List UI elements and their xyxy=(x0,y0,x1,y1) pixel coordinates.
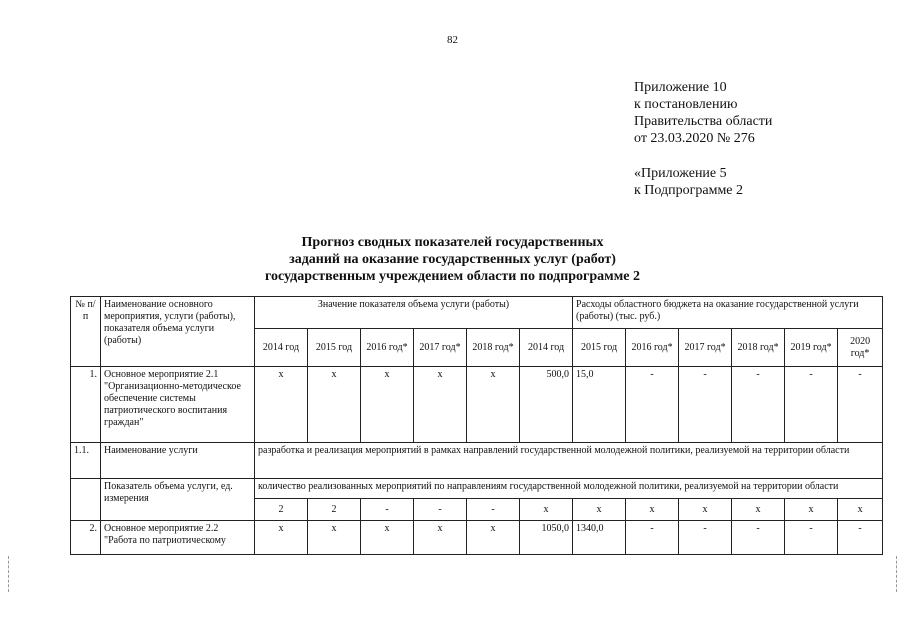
scan-edge-left xyxy=(8,556,9,592)
row-name: Наименование услуги xyxy=(101,443,255,479)
row-value: - xyxy=(785,367,838,443)
header-expense-year: 2014 год xyxy=(520,329,573,367)
row-value: x xyxy=(838,499,883,521)
table-row xyxy=(71,521,883,555)
row-value: x xyxy=(467,367,520,443)
row-value: x xyxy=(573,499,626,521)
table-row xyxy=(71,367,883,443)
row-value: x xyxy=(626,499,679,521)
document-title xyxy=(0,234,905,285)
table-row xyxy=(71,443,883,479)
row-value: - xyxy=(785,521,838,555)
header-volume-year: 2014 год xyxy=(255,329,308,367)
header-name: Наименование основного мероприятия, услуги (работы), показателя объема услуги (работы) xyxy=(101,297,255,367)
appendix-line: к постановлению xyxy=(634,97,738,112)
header-expense-year: 2016 год* xyxy=(626,329,679,367)
row-value: x xyxy=(414,367,467,443)
row-value: x xyxy=(785,499,838,521)
row-value: - xyxy=(361,499,414,521)
row-value: x xyxy=(520,499,573,521)
appendix-block xyxy=(634,79,772,199)
row-value: - xyxy=(414,499,467,521)
row-value: - xyxy=(467,499,520,521)
appendix-line: к Подпрограмме 2 xyxy=(634,183,744,198)
row-value: x xyxy=(308,367,361,443)
row-name: Основное мероприятие 2.1 "Организационно-методическое обеспечение системы патриотического воспитания граждан" xyxy=(101,367,255,443)
row-name: Показатель объема услуги, ед. измерения xyxy=(101,479,255,521)
row-value: 1050,0 xyxy=(520,521,573,555)
row-value: x xyxy=(361,521,414,555)
indicator-text: количество реализованных мероприятий по направлениям государственной молодежной политики, реализуемой на территории области xyxy=(255,479,883,499)
row-value: 1340,0 xyxy=(573,521,626,555)
header-num: № п/п xyxy=(71,297,101,367)
row-value: x xyxy=(255,367,308,443)
row-value: - xyxy=(679,521,732,555)
appendix-line: Приложение 10 xyxy=(634,80,727,95)
row-num: 1. xyxy=(71,367,101,443)
header-volume-year: 2015 год xyxy=(308,329,361,367)
header-expense-year: 2018 год* xyxy=(732,329,785,367)
row-value: x xyxy=(732,499,785,521)
row-num: 2. xyxy=(71,521,101,555)
header-expense-year: 2019 год* xyxy=(785,329,838,367)
row-value: - xyxy=(626,521,679,555)
header-expense-year: 2015 год xyxy=(573,329,626,367)
row-value: x xyxy=(361,367,414,443)
row-value: x xyxy=(255,521,308,555)
appendix-line: «Приложение 5 xyxy=(634,166,727,181)
appendix-line: Правительства области xyxy=(634,114,773,129)
page-number: 82 xyxy=(447,34,458,46)
row-value: - xyxy=(626,367,679,443)
title-line: государственным учреждением области по подпрограмме 2 xyxy=(265,269,640,284)
row-value: - xyxy=(838,367,883,443)
header-expense-year: 2020 год* xyxy=(838,329,883,367)
row-value: x xyxy=(679,499,732,521)
header-expense-group: Расходы областного бюджета на оказание государственной услуги (работы) (тыс. руб.) xyxy=(573,297,883,329)
row-value: 15,0 xyxy=(573,367,626,443)
row-value: 2 xyxy=(255,499,308,521)
header-expense-year: 2017 год* xyxy=(679,329,732,367)
forecast-table xyxy=(70,296,883,555)
header-volume-year: 2018 год* xyxy=(467,329,520,367)
row-value: x xyxy=(308,521,361,555)
row-value: - xyxy=(732,521,785,555)
scan-edge-right xyxy=(896,556,897,592)
table-row xyxy=(71,479,883,499)
header-volume-year: 2017 год* xyxy=(414,329,467,367)
row-value: - xyxy=(838,521,883,555)
header-volume-year: 2016 год* xyxy=(361,329,414,367)
title-line: Прогноз сводных показателей государственных xyxy=(301,235,604,250)
title-line: заданий на оказание государственных услуг (работ) xyxy=(289,252,616,267)
row-value: - xyxy=(679,367,732,443)
row-value: x xyxy=(414,521,467,555)
header-volume-group: Значение показателя объема услуги (работы) xyxy=(255,297,573,329)
row-value: x xyxy=(467,521,520,555)
appendix-line: от 23.03.2020 № 276 xyxy=(634,131,755,146)
row-num: 1.1. xyxy=(71,443,101,479)
service-name-text: разработка и реализация мероприятий в рамках направлений государственной молодежной политики, реализуемой на территории области xyxy=(255,443,883,479)
row-value: - xyxy=(732,367,785,443)
row-value: 2 xyxy=(308,499,361,521)
row-value: 500,0 xyxy=(520,367,573,443)
row-name: Основное мероприятие 2.2 "Работа по патриотическому xyxy=(101,521,255,555)
